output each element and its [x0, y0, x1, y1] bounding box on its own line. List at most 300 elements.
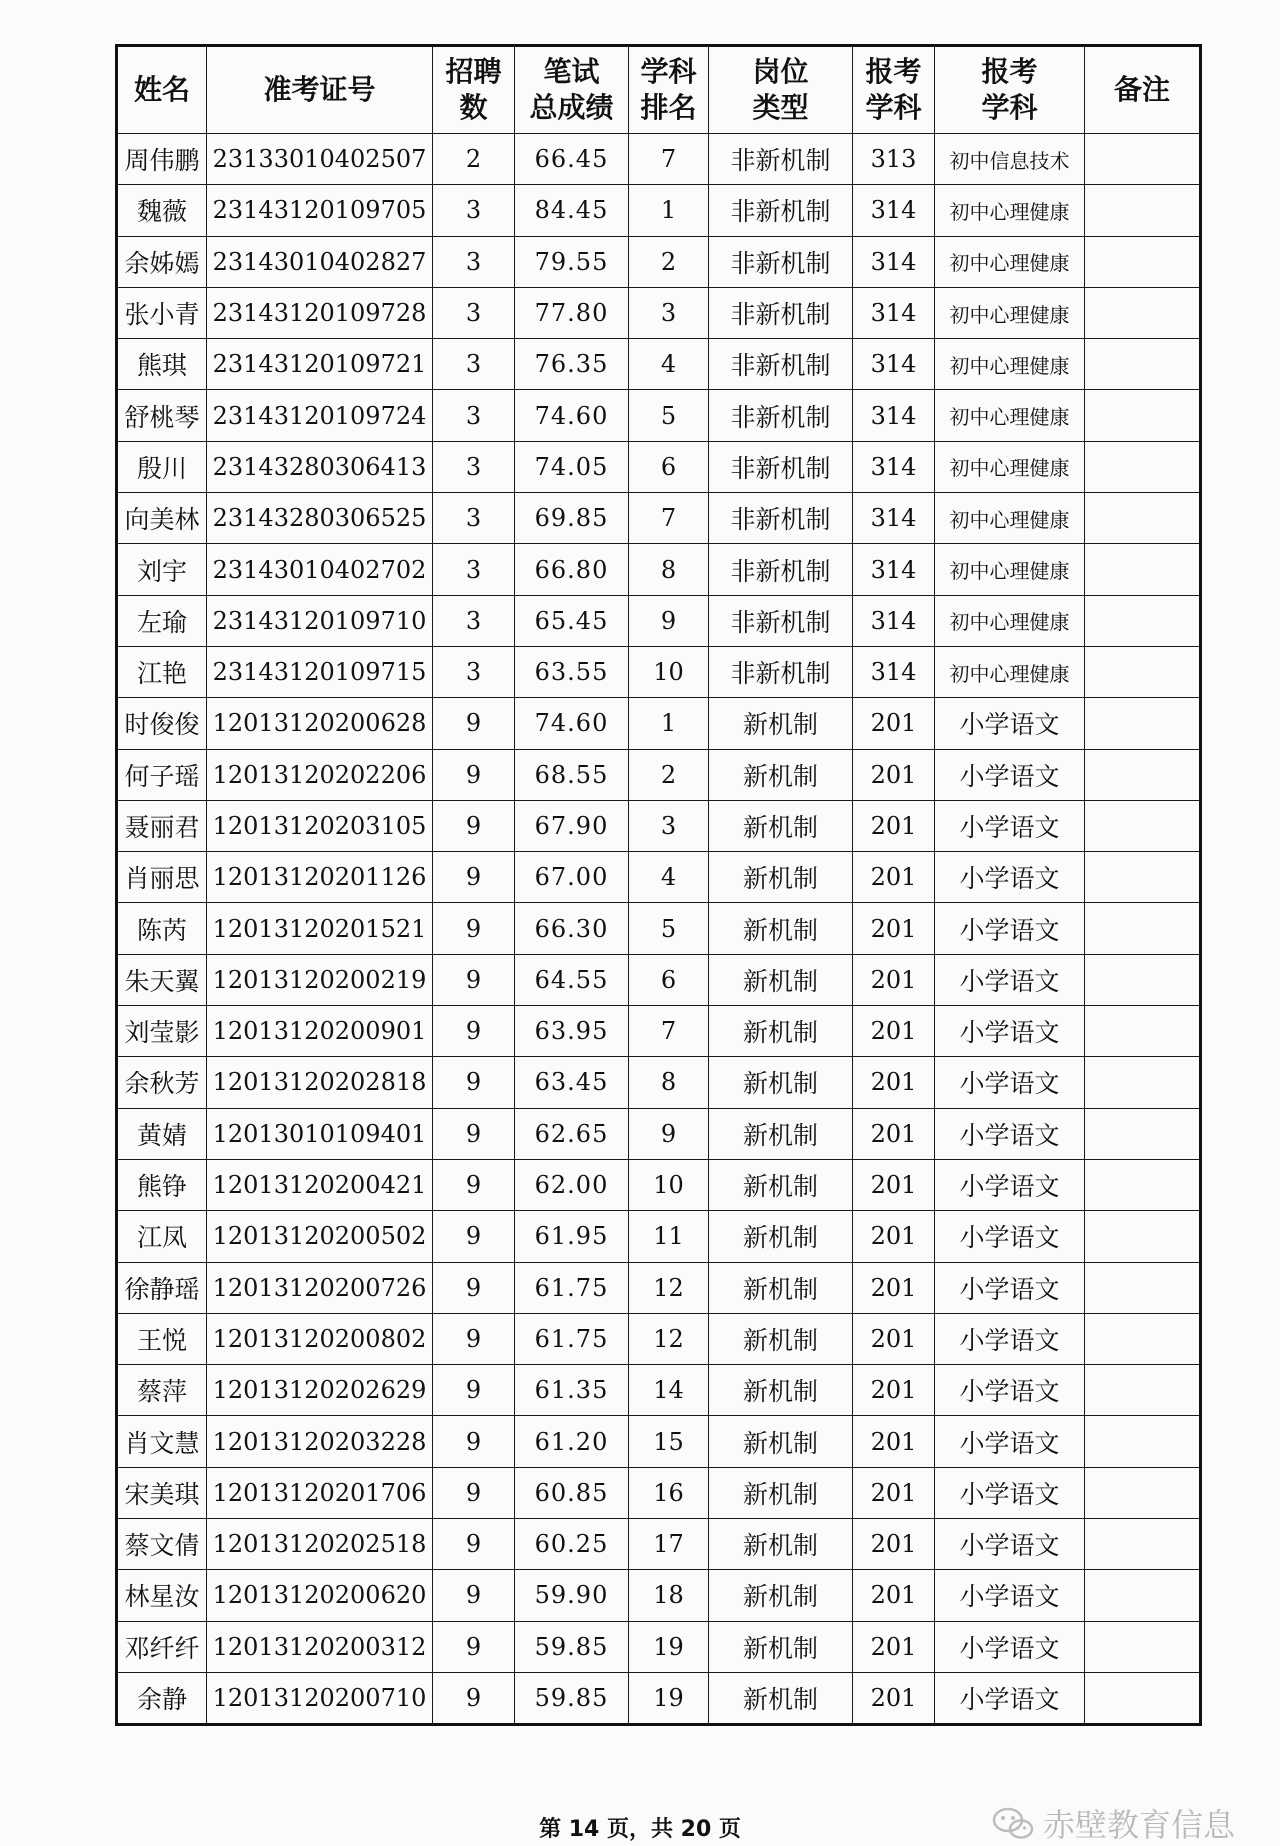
cell-subject-name: 小学语文 [935, 1262, 1085, 1313]
cell-remarks [1085, 646, 1201, 697]
table-row [117, 1365, 1201, 1416]
header-text: 数 [459, 91, 488, 124]
cell-recruit-count: 3 [433, 185, 515, 236]
cell-ticket-number: 12013120200219 [207, 954, 433, 1005]
cell-subject-rank: 18 [629, 1570, 709, 1621]
cell-subject-code: 314 [853, 646, 935, 697]
cell-post-type: 非新机制 [709, 441, 853, 492]
cell-name: 江凤 [117, 1211, 207, 1262]
cell-post-type: 新机制 [709, 1621, 853, 1672]
cell-subject-rank: 5 [629, 390, 709, 441]
cell-subject-name: 初中心理健康 [935, 287, 1085, 338]
table-row [117, 339, 1201, 390]
cell-subject-name: 初中心理健康 [935, 236, 1085, 287]
cell-post-type: 新机制 [709, 800, 853, 851]
cell-recruit-count: 9 [433, 1621, 515, 1672]
cell-subject-rank: 5 [629, 903, 709, 954]
cell-post-type: 非新机制 [709, 134, 853, 185]
cell-post-type: 新机制 [709, 698, 853, 749]
cell-post-type: 新机制 [709, 1467, 853, 1518]
cell-subject-code: 314 [853, 185, 935, 236]
cell-subject-rank: 7 [629, 493, 709, 544]
cell-ticket-number: 12013120202629 [207, 1365, 433, 1416]
cell-written-score: 74.60 [515, 698, 629, 749]
cell-written-score: 63.45 [515, 1057, 629, 1108]
watermark-text: 赤壁教育信息 [1042, 1806, 1235, 1844]
cell-recruit-count: 9 [433, 1057, 515, 1108]
cell-subject-rank: 9 [629, 1108, 709, 1159]
cell-subject-code: 314 [853, 595, 935, 646]
cell-post-type: 新机制 [709, 1159, 853, 1210]
cell-subject-name: 小学语文 [935, 1467, 1085, 1518]
header-text: 学科 [981, 91, 1038, 124]
cell-post-type: 新机制 [709, 903, 853, 954]
header-post-type [709, 46, 853, 134]
cell-subject-rank: 2 [629, 749, 709, 800]
cell-subject-code: 201 [853, 1621, 935, 1672]
cell-recruit-count: 9 [433, 1467, 515, 1518]
cell-subject-code: 201 [853, 1159, 935, 1210]
header-recruit-count [433, 46, 515, 134]
cell-subject-code: 201 [853, 1262, 935, 1313]
cell-subject-name: 初中信息技术 [935, 134, 1085, 185]
table-row [117, 1570, 1201, 1621]
cell-name: 左瑜 [117, 595, 207, 646]
cell-subject-name: 小学语文 [935, 1006, 1085, 1057]
cell-subject-code: 314 [853, 390, 935, 441]
cell-post-type: 新机制 [709, 1519, 853, 1570]
cell-remarks [1085, 954, 1201, 1005]
header-text: 岗位 [752, 55, 809, 88]
cell-name: 宋美琪 [117, 1467, 207, 1518]
page-number: 第 14 页，共 20 页 [539, 1817, 741, 1842]
wechat-icon [991, 1805, 1035, 1841]
cell-subject-name: 初中心理健康 [935, 544, 1085, 595]
cell-written-score: 61.75 [515, 1262, 629, 1313]
cell-remarks [1085, 1159, 1201, 1210]
cell-subject-rank: 1 [629, 698, 709, 749]
cell-written-score: 62.65 [515, 1108, 629, 1159]
cell-remarks [1085, 390, 1201, 441]
cell-subject-name: 初中心理健康 [935, 595, 1085, 646]
table-row [117, 749, 1201, 800]
cell-remarks [1085, 134, 1201, 185]
cell-post-type: 非新机制 [709, 646, 853, 697]
cell-remarks [1085, 493, 1201, 544]
cell-remarks [1085, 1621, 1201, 1672]
table-row [117, 134, 1201, 185]
cell-recruit-count: 9 [433, 1006, 515, 1057]
cell-ticket-number: 12013010109401 [207, 1108, 433, 1159]
table-row [117, 1159, 1201, 1210]
header-text: 准考证号 [263, 73, 376, 106]
cell-post-type: 非新机制 [709, 544, 853, 595]
cell-recruit-count: 3 [433, 595, 515, 646]
cell-post-type: 新机制 [709, 1006, 853, 1057]
table-header-row [117, 46, 1201, 134]
header-text: 总成绩 [529, 91, 614, 124]
cell-subject-name: 小学语文 [935, 954, 1085, 1005]
cell-subject-code: 201 [853, 749, 935, 800]
cell-ticket-number: 23143010402702 [207, 544, 433, 595]
cell-written-score: 66.45 [515, 134, 629, 185]
cell-ticket-number: 23143280306525 [207, 493, 433, 544]
table-row [117, 544, 1201, 595]
cell-name: 朱天翼 [117, 954, 207, 1005]
cell-recruit-count: 9 [433, 749, 515, 800]
cell-ticket-number: 23143120109705 [207, 185, 433, 236]
header-text: 备注 [1113, 73, 1170, 106]
table-row [117, 1672, 1201, 1724]
cell-subject-rank: 6 [629, 954, 709, 1005]
cell-ticket-number: 23143120109710 [207, 595, 433, 646]
table-row [117, 646, 1201, 697]
cell-subject-code: 201 [853, 1313, 935, 1364]
cell-subject-code: 201 [853, 1416, 935, 1467]
cell-name: 肖丽思 [117, 852, 207, 903]
cell-recruit-count: 9 [433, 1365, 515, 1416]
cell-written-score: 62.00 [515, 1159, 629, 1210]
cell-written-score: 84.45 [515, 185, 629, 236]
cell-written-score: 67.90 [515, 800, 629, 851]
cell-written-score: 63.55 [515, 646, 629, 697]
cell-subject-code: 313 [853, 134, 935, 185]
cell-post-type: 新机制 [709, 1262, 853, 1313]
cell-post-type: 新机制 [709, 852, 853, 903]
cell-subject-code: 314 [853, 544, 935, 595]
cell-subject-name: 小学语文 [935, 1365, 1085, 1416]
cell-name: 周伟鹏 [117, 134, 207, 185]
cell-written-score: 59.85 [515, 1672, 629, 1724]
cell-post-type: 非新机制 [709, 390, 853, 441]
cell-subject-rank: 19 [629, 1621, 709, 1672]
watermark [991, 1800, 1235, 1846]
cell-ticket-number: 12013120200802 [207, 1313, 433, 1364]
cell-recruit-count: 3 [433, 339, 515, 390]
header-subject-name [935, 46, 1085, 134]
table-row [117, 287, 1201, 338]
cell-written-score: 60.85 [515, 1467, 629, 1518]
cell-recruit-count: 9 [433, 1313, 515, 1364]
header-text: 排名 [640, 91, 697, 124]
cell-subject-code: 201 [853, 903, 935, 954]
cell-remarks [1085, 236, 1201, 287]
table-row [117, 236, 1201, 287]
cell-name: 王悦 [117, 1313, 207, 1364]
cell-remarks [1085, 1467, 1201, 1518]
cell-remarks [1085, 1570, 1201, 1621]
cell-remarks [1085, 1057, 1201, 1108]
cell-written-score: 60.25 [515, 1519, 629, 1570]
cell-ticket-number: 23143120109721 [207, 339, 433, 390]
cell-subject-code: 201 [853, 1570, 935, 1621]
cell-subject-code: 314 [853, 287, 935, 338]
header-text: 报考 [981, 55, 1038, 88]
cell-remarks [1085, 1365, 1201, 1416]
cell-recruit-count: 9 [433, 800, 515, 851]
cell-name: 余静 [117, 1672, 207, 1724]
cell-subject-code: 201 [853, 698, 935, 749]
cell-subject-code: 201 [853, 1211, 935, 1262]
cell-name: 陈芮 [117, 903, 207, 954]
cell-name: 殷川 [117, 441, 207, 492]
cell-remarks [1085, 1211, 1201, 1262]
cell-post-type: 非新机制 [709, 287, 853, 338]
cell-recruit-count: 9 [433, 852, 515, 903]
table-row [117, 1057, 1201, 1108]
cell-remarks [1085, 1006, 1201, 1057]
cell-subject-rank: 15 [629, 1416, 709, 1467]
cell-subject-name: 初中心理健康 [935, 441, 1085, 492]
cell-post-type: 新机制 [709, 1416, 853, 1467]
cell-subject-rank: 8 [629, 1057, 709, 1108]
table-row [117, 390, 1201, 441]
cell-subject-rank: 16 [629, 1467, 709, 1518]
cell-subject-name: 小学语文 [935, 903, 1085, 954]
table-row [117, 698, 1201, 749]
cell-subject-code: 201 [853, 800, 935, 851]
cell-remarks [1085, 595, 1201, 646]
table-row [117, 1467, 1201, 1518]
cell-name: 余姊嫣 [117, 236, 207, 287]
cell-remarks [1085, 749, 1201, 800]
cell-recruit-count: 3 [433, 390, 515, 441]
header-written-score [515, 46, 629, 134]
table-row [117, 954, 1201, 1005]
cell-ticket-number: 12013120200726 [207, 1262, 433, 1313]
cell-name: 刘宇 [117, 544, 207, 595]
header-text: 学科 [865, 91, 922, 124]
header-text: 姓名 [133, 73, 190, 106]
cell-recruit-count: 9 [433, 903, 515, 954]
cell-subject-name: 小学语文 [935, 1416, 1085, 1467]
cell-ticket-number: 23143120109715 [207, 646, 433, 697]
cell-recruit-count: 2 [433, 134, 515, 185]
cell-subject-name: 小学语文 [935, 749, 1085, 800]
table-row [117, 185, 1201, 236]
cell-written-score: 61.20 [515, 1416, 629, 1467]
cell-name: 魏薇 [117, 185, 207, 236]
cell-subject-name: 初中心理健康 [935, 185, 1085, 236]
cell-subject-code: 201 [853, 954, 935, 1005]
cell-recruit-count: 3 [433, 236, 515, 287]
cell-subject-rank: 10 [629, 646, 709, 697]
cell-post-type: 非新机制 [709, 493, 853, 544]
cell-subject-code: 201 [853, 852, 935, 903]
cell-recruit-count: 3 [433, 287, 515, 338]
cell-subject-name: 小学语文 [935, 1672, 1085, 1724]
cell-remarks [1085, 1519, 1201, 1570]
cell-recruit-count: 9 [433, 954, 515, 1005]
table-row [117, 1519, 1201, 1570]
cell-subject-name: 小学语文 [935, 1313, 1085, 1364]
table-row [117, 1006, 1201, 1057]
cell-remarks [1085, 339, 1201, 390]
cell-ticket-number: 12013120201706 [207, 1467, 433, 1518]
cell-name: 林星汝 [117, 1570, 207, 1621]
table-body [117, 134, 1201, 1725]
cell-written-score: 61.75 [515, 1313, 629, 1364]
table-row [117, 441, 1201, 492]
cell-name: 余秋芳 [117, 1057, 207, 1108]
cell-name: 时俊俊 [117, 698, 207, 749]
cell-recruit-count: 9 [433, 1108, 515, 1159]
cell-ticket-number: 12013120200421 [207, 1159, 433, 1210]
cell-subject-rank: 19 [629, 1672, 709, 1724]
cell-recruit-count: 9 [433, 1262, 515, 1313]
cell-ticket-number: 12013120202518 [207, 1519, 433, 1570]
cell-recruit-count: 9 [433, 1672, 515, 1724]
cell-subject-name: 小学语文 [935, 1211, 1085, 1262]
cell-subject-rank: 11 [629, 1211, 709, 1262]
cell-recruit-count: 3 [433, 493, 515, 544]
cell-ticket-number: 23143010402827 [207, 236, 433, 287]
cell-name: 熊琪 [117, 339, 207, 390]
cell-subject-name: 初中心理健康 [935, 390, 1085, 441]
cell-written-score: 77.80 [515, 287, 629, 338]
header-text: 笔试 [543, 55, 600, 88]
cell-remarks [1085, 1262, 1201, 1313]
cell-post-type: 非新机制 [709, 339, 853, 390]
cell-subject-name: 小学语文 [935, 1108, 1085, 1159]
cell-ticket-number: 12013120200620 [207, 1570, 433, 1621]
cell-subject-rank: 12 [629, 1262, 709, 1313]
cell-ticket-number: 23143280306413 [207, 441, 433, 492]
cell-subject-name: 小学语文 [935, 1570, 1085, 1621]
cell-name: 蔡萍 [117, 1365, 207, 1416]
cell-name: 何子瑶 [117, 749, 207, 800]
header-text: 学科 [640, 55, 697, 88]
cell-subject-rank: 8 [629, 544, 709, 595]
table-row [117, 1313, 1201, 1364]
cell-subject-code: 201 [853, 1365, 935, 1416]
cell-remarks [1085, 698, 1201, 749]
header-text: 类型 [752, 91, 809, 124]
header-remarks [1085, 46, 1201, 134]
cell-subject-code: 201 [853, 1108, 935, 1159]
cell-written-score: 61.95 [515, 1211, 629, 1262]
cell-ticket-number: 12013120200502 [207, 1211, 433, 1262]
cell-subject-name: 小学语文 [935, 1519, 1085, 1570]
cell-subject-code: 201 [853, 1519, 935, 1570]
cell-recruit-count: 9 [433, 1519, 515, 1570]
cell-subject-name: 小学语文 [935, 1621, 1085, 1672]
cell-post-type: 新机制 [709, 1313, 853, 1364]
cell-name: 向美林 [117, 493, 207, 544]
cell-name: 邓纤纤 [117, 1621, 207, 1672]
cell-recruit-count: 9 [433, 1416, 515, 1467]
cell-recruit-count: 3 [433, 441, 515, 492]
cell-subject-rank: 7 [629, 134, 709, 185]
table-row [117, 1621, 1201, 1672]
cell-name: 舒桃琴 [117, 390, 207, 441]
cell-subject-rank: 6 [629, 441, 709, 492]
cell-written-score: 79.55 [515, 236, 629, 287]
cell-subject-name: 小学语文 [935, 852, 1085, 903]
cell-ticket-number: 12013120201126 [207, 852, 433, 903]
cell-remarks [1085, 852, 1201, 903]
cell-subject-rank: 3 [629, 287, 709, 338]
table-row [117, 1108, 1201, 1159]
cell-subject-rank: 17 [629, 1519, 709, 1570]
cell-subject-code: 314 [853, 236, 935, 287]
cell-subject-name: 小学语文 [935, 698, 1085, 749]
cell-ticket-number: 12013120203228 [207, 1416, 433, 1467]
cell-remarks [1085, 800, 1201, 851]
table-row [117, 852, 1201, 903]
cell-remarks [1085, 544, 1201, 595]
cell-subject-name: 初中心理健康 [935, 339, 1085, 390]
cell-name: 聂丽君 [117, 800, 207, 851]
cell-ticket-number: 12013120202206 [207, 749, 433, 800]
table-row [117, 493, 1201, 544]
cell-remarks [1085, 903, 1201, 954]
cell-post-type: 新机制 [709, 1672, 853, 1724]
cell-subject-name: 小学语文 [935, 1159, 1085, 1210]
cell-ticket-number: 12013120202818 [207, 1057, 433, 1108]
cell-subject-code: 314 [853, 441, 935, 492]
cell-post-type: 非新机制 [709, 185, 853, 236]
cell-name: 黄婧 [117, 1108, 207, 1159]
cell-recruit-count: 9 [433, 1159, 515, 1210]
header-subject-rank [629, 46, 709, 134]
cell-written-score: 59.90 [515, 1570, 629, 1621]
table-row [117, 903, 1201, 954]
cell-ticket-number: 12013120200901 [207, 1006, 433, 1057]
cell-remarks [1085, 185, 1201, 236]
cell-remarks [1085, 1313, 1201, 1364]
header-text: 报考 [865, 55, 922, 88]
cell-subject-rank: 10 [629, 1159, 709, 1210]
table-row [117, 595, 1201, 646]
cell-written-score: 76.35 [515, 339, 629, 390]
cell-post-type: 新机制 [709, 1365, 853, 1416]
cell-subject-rank: 4 [629, 852, 709, 903]
cell-subject-rank: 7 [629, 1006, 709, 1057]
cell-name: 江艳 [117, 646, 207, 697]
cell-subject-code: 314 [853, 339, 935, 390]
cell-remarks [1085, 1108, 1201, 1159]
cell-name: 熊铮 [117, 1159, 207, 1210]
table-row [117, 1211, 1201, 1262]
cell-subject-rank: 2 [629, 236, 709, 287]
header-subject-code [853, 46, 935, 134]
cell-subject-name: 小学语文 [935, 800, 1085, 851]
cell-recruit-count: 9 [433, 698, 515, 749]
cell-subject-name: 小学语文 [935, 1057, 1085, 1108]
cell-written-score: 67.00 [515, 852, 629, 903]
cell-written-score: 74.05 [515, 441, 629, 492]
cell-name: 徐静瑶 [117, 1262, 207, 1313]
cell-post-type: 新机制 [709, 1570, 853, 1621]
results-table [115, 44, 1202, 1726]
cell-subject-rank: 4 [629, 339, 709, 390]
cell-subject-rank: 12 [629, 1313, 709, 1364]
cell-written-score: 63.95 [515, 1006, 629, 1057]
table-row [117, 1262, 1201, 1313]
cell-post-type: 新机制 [709, 1211, 853, 1262]
table-row [117, 800, 1201, 851]
cell-post-type: 新机制 [709, 1057, 853, 1108]
cell-post-type: 非新机制 [709, 595, 853, 646]
cell-remarks [1085, 441, 1201, 492]
header-text: 招聘 [445, 55, 502, 88]
cell-subject-code: 201 [853, 1467, 935, 1518]
cell-written-score: 69.85 [515, 493, 629, 544]
cell-subject-code: 314 [853, 493, 935, 544]
cell-recruit-count: 3 [433, 544, 515, 595]
cell-recruit-count: 9 [433, 1570, 515, 1621]
